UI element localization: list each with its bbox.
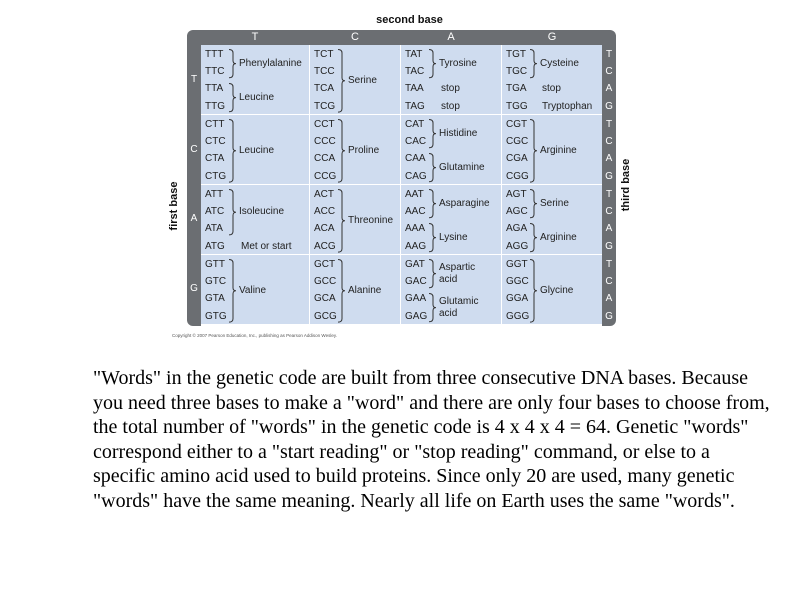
brace-icon — [229, 259, 237, 323]
codon-text: TGT — [506, 49, 526, 60]
brace-icon — [429, 119, 437, 148]
brace-icon — [229, 189, 237, 235]
brace-icon — [530, 223, 538, 252]
third-base-title: third base — [620, 158, 632, 212]
codon-text: GGA — [506, 293, 529, 305]
second-base-label-a: A — [447, 31, 455, 43]
brace-icon — [338, 189, 346, 253]
third-base-label: C — [605, 136, 613, 148]
third-base-label: T — [605, 119, 613, 130]
amino-acid-label: Threonine — [348, 214, 394, 226]
amino-acid-label: Arginine — [540, 232, 577, 243]
codon-text: ATA — [205, 223, 223, 235]
first-base-label-t: T — [190, 74, 198, 85]
first-base-label-c: C — [190, 144, 198, 155]
brace-icon — [229, 119, 237, 183]
codon-text: AGT — [506, 189, 527, 200]
codon-text: CAG — [405, 170, 427, 182]
codon-text: TCC — [314, 66, 335, 78]
codon-text: TGC — [506, 66, 528, 78]
codon-text: TCG — [314, 100, 336, 112]
codon-text: CGA — [506, 153, 528, 165]
brace-icon — [429, 293, 437, 322]
brace-icon — [229, 83, 237, 112]
codon-text: ACC — [314, 206, 336, 218]
amino-acid-label: Histidine — [439, 127, 478, 139]
codon-cell — [401, 185, 501, 254]
codon-text: GAG — [405, 310, 428, 322]
codon-cell — [502, 115, 602, 184]
codon-text: AAA — [405, 223, 426, 235]
codon-cell — [201, 255, 309, 324]
amino-acid-label: stop — [542, 83, 561, 95]
codon-text: TGG — [506, 100, 528, 112]
codon-text: TCT — [314, 49, 334, 60]
second-base-label-c: C — [351, 31, 359, 43]
codon-text: CGC — [506, 136, 529, 148]
amino-acid-label: stop — [441, 83, 460, 95]
codon-text: ATT — [205, 189, 224, 200]
codon-text: GGC — [506, 276, 529, 288]
codon-text: CTG — [205, 170, 227, 182]
codon-text: CAT — [405, 119, 425, 130]
amino-acid-label: Serine — [348, 74, 377, 86]
third-base-label: A — [605, 293, 613, 305]
codon-text: TGA — [506, 83, 527, 95]
first-base-label-a: A — [190, 213, 198, 224]
amino-acid-label: Met or start — [241, 240, 292, 252]
codon-text: GCA — [314, 293, 336, 305]
amino-acid-label: Glycine — [540, 284, 574, 296]
first-base-label-g: G — [190, 283, 198, 294]
codon-text: ACG — [314, 240, 336, 252]
codon-text: AGG — [506, 240, 529, 252]
second-base-label-t: T — [251, 31, 259, 43]
codon-cell — [502, 45, 602, 114]
amino-acid-label: Tryptophan — [542, 100, 593, 112]
codon-cell — [401, 255, 501, 324]
amino-acid-label: Arginine — [540, 144, 577, 156]
third-base-label: G — [605, 170, 613, 182]
codon-text: CTC — [205, 136, 226, 148]
codon-text: CTA — [205, 153, 225, 165]
codon-cell — [201, 45, 309, 114]
codon-text: TTT — [205, 49, 224, 60]
copyright-notice: Copyright © 2007 Pearson Education, Inc., publishing as Pearson Addison Wesley. — [172, 333, 337, 338]
codon-text: ATC — [205, 206, 225, 218]
amino-acid-label: Proline — [348, 144, 380, 156]
codon-text: GAA — [405, 293, 427, 305]
codon-text: TTC — [205, 66, 225, 78]
third-base-label: A — [605, 223, 613, 235]
caption-paragraph: "Words" in the genetic code are built from three consecutive DNA bases. Because you need three bases to make a "word" and there are only four bases to choose from, the total number of "words" in the genetic code is 4 x 4 x 4 = 64. Genetic "words" correspond either to a "start reading" or "stop reading" command, or else to a specific amino acid used to build proteins. Since only 20 are used, many genetic "words" have the same meaning. Nearly all life on Earth uses the same "words". — [93, 367, 770, 512]
third-base-label: T — [605, 259, 613, 270]
codon-text: CTT — [205, 119, 225, 130]
codon-text: CAA — [405, 153, 426, 165]
third-base-label: G — [605, 100, 613, 112]
codon-cell — [310, 45, 400, 114]
codon-text: AAG — [405, 240, 427, 252]
brace-icon — [530, 189, 538, 218]
brace-icon — [530, 259, 538, 323]
codon-text: AAC — [405, 206, 426, 218]
codon-text: TAA — [405, 83, 424, 95]
codon-text: TAC — [405, 66, 425, 78]
codon-text: GCG — [314, 310, 337, 322]
brace-icon — [429, 259, 437, 288]
codon-text: AGA — [506, 223, 528, 235]
codon-cell — [310, 185, 400, 254]
amino-acid-label: Serine — [540, 197, 569, 209]
third-base-label: G — [605, 310, 613, 322]
codon-text: CAC — [405, 136, 427, 148]
codon-cell — [502, 185, 602, 254]
second-base-label-g: G — [547, 31, 557, 43]
codon-text: ACA — [314, 223, 335, 235]
third-base-label: G — [605, 240, 613, 252]
amino-acid-label: Aspartic acid — [439, 261, 476, 285]
codon-text: CCA — [314, 153, 336, 165]
codon-text: GCC — [314, 276, 337, 288]
codon-text: TTG — [205, 100, 225, 112]
codon-text: GAT — [405, 259, 425, 270]
codon-text: GTT — [205, 259, 225, 270]
brace-icon — [530, 49, 538, 78]
codon-text: CCC — [314, 136, 336, 148]
codon-cell — [310, 255, 400, 324]
codon-text: TAG — [405, 100, 425, 112]
brace-icon — [429, 49, 437, 78]
codon-cell — [310, 115, 400, 184]
amino-acid-label: Tyrosine — [439, 57, 477, 69]
codon-cell — [201, 115, 309, 184]
brace-icon — [338, 49, 346, 113]
codon-cell — [401, 45, 501, 114]
codon-cell — [401, 115, 501, 184]
codon-text: GTA — [205, 293, 225, 305]
second-base-title: second base — [376, 14, 443, 26]
codon-text: GGT — [506, 259, 528, 270]
codon-text: GTC — [205, 276, 227, 288]
codon-text: GGG — [506, 310, 530, 322]
third-base-label: C — [605, 276, 613, 288]
brace-icon — [429, 189, 437, 218]
amino-acid-label: Leucine — [239, 92, 275, 103]
codon-cell — [201, 185, 309, 254]
codon-text: AGC — [506, 206, 528, 218]
amino-acid-label: Cysteine — [540, 57, 579, 69]
codon-text: CCT — [314, 119, 335, 130]
amino-acid-label: Phenylalanine — [239, 57, 302, 69]
brace-icon — [429, 153, 437, 182]
third-base-label: T — [605, 189, 613, 200]
codon-text: GCT — [314, 259, 336, 270]
codon-text: AAT — [405, 189, 424, 200]
amino-acid-label: stop — [441, 100, 460, 112]
codon-text: CCG — [314, 170, 337, 182]
amino-acid-label: Valine — [239, 284, 267, 296]
codon-text: GTG — [205, 310, 227, 322]
codon-text: GAC — [405, 276, 427, 288]
amino-acid-label: Alanine — [348, 284, 382, 296]
amino-acid-label: Leucine — [239, 144, 275, 156]
codon-text: TAT — [405, 49, 423, 60]
brace-icon — [530, 119, 538, 183]
third-base-label: C — [605, 206, 613, 218]
amino-acid-label: Asparagine — [439, 197, 490, 209]
codon-text: CGT — [506, 119, 528, 130]
brace-icon — [229, 49, 237, 78]
codon-text: CGG — [506, 170, 529, 182]
third-base-label: A — [605, 83, 613, 95]
codon-text: ATG — [205, 240, 225, 252]
codon-cell — [502, 255, 602, 324]
codon-text: TTA — [205, 83, 224, 95]
brace-icon — [338, 119, 346, 183]
amino-acid-label: Glutamine — [439, 162, 485, 173]
third-base-label: A — [605, 153, 613, 165]
codon-text: ACT — [314, 189, 334, 200]
brace-icon — [429, 223, 437, 252]
brace-icon — [338, 259, 346, 323]
amino-acid-label: Glutamic acid — [439, 296, 479, 319]
third-base-label: C — [605, 66, 613, 78]
third-base-label: T — [605, 49, 613, 60]
amino-acid-label: Lysine — [439, 232, 468, 243]
first-base-title: first base — [168, 181, 180, 231]
codon-text: TCA — [314, 83, 334, 95]
amino-acid-label: Isoleucine — [239, 206, 285, 218]
